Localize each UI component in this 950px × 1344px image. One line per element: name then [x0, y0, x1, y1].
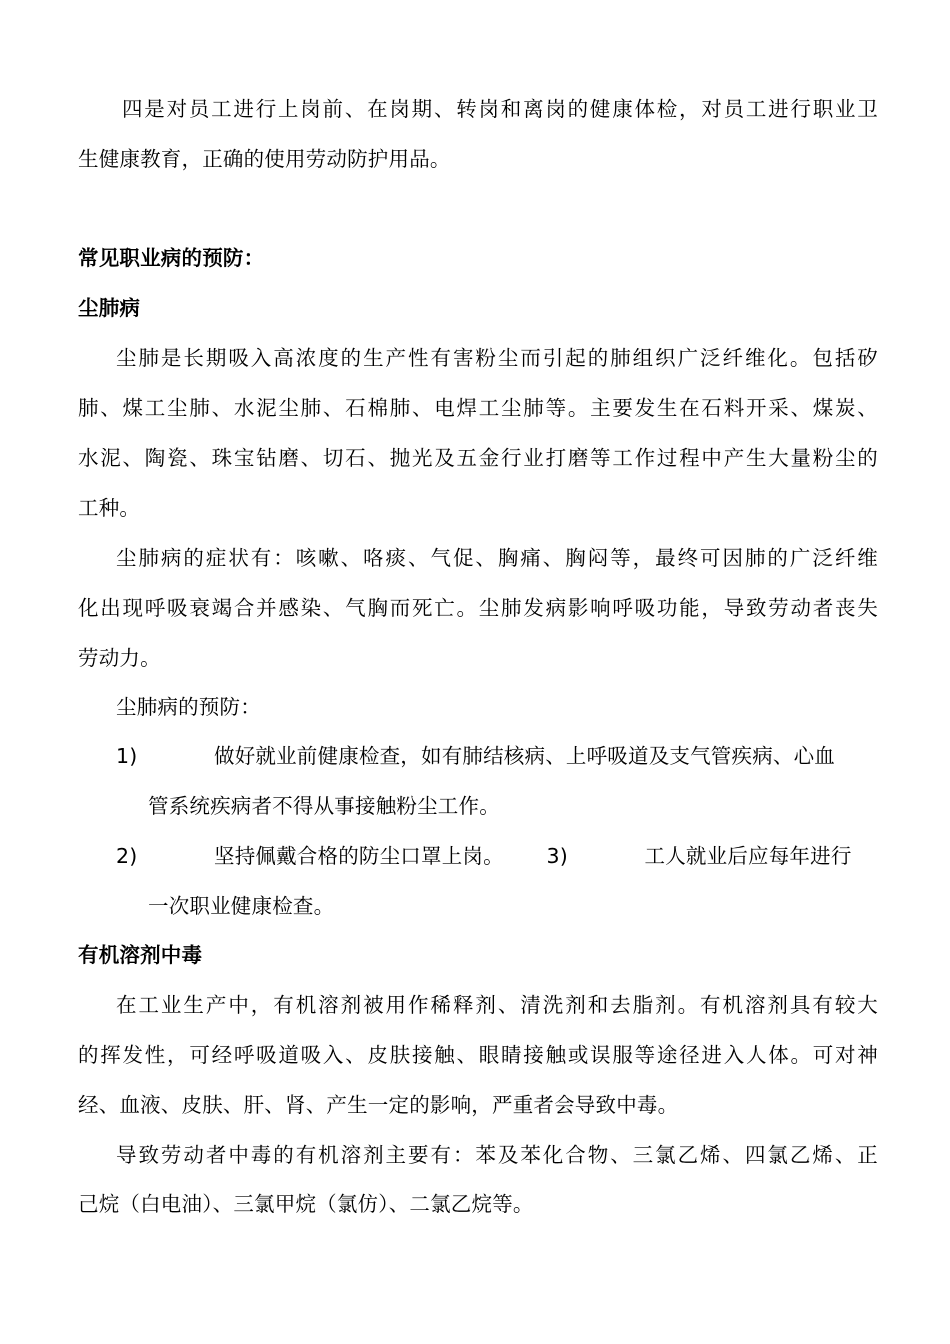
- list-number: 2): [116, 844, 138, 868]
- list-number: 1): [116, 744, 138, 768]
- paragraph-line: 化出现呼吸衰竭合并感染、气胸而死亡。尘肺发病影响呼吸功能，导致劳动者丧失: [78, 596, 878, 620]
- paragraph-line: 肺、煤工尘肺、水泥尘肺、石棉肺、电焊工尘肺等。主要发生在石料开采、煤炭、: [78, 396, 878, 420]
- paragraph-line: 己烷（白电油）、三氯甲烷（氯仿）、二氯乙烷等。: [78, 1192, 534, 1216]
- paragraph-line: 导致劳动者中毒的有机溶剂主要有：苯及苯化合物、三氯乙烯、四氯乙烯、正: [116, 1143, 878, 1167]
- list-item-text: 做好就业前健康检查，如有肺结核病、上呼吸道及支气管疾病、心血: [214, 744, 835, 768]
- paragraph-line: 尘肺是长期吸入高浓度的生产性有害粉尘而引起的肺组织广泛纤维化。包括矽: [116, 346, 878, 370]
- paragraph-line: 尘肺病的症状有：咳嗽、咯痰、气促、胸痛、胸闷等，最终可因肺的广泛纤维: [116, 546, 878, 570]
- paragraph-line: 水泥、陶瓷、珠宝钻磨、切石、抛光及五金行业打磨等工作过程中产生大量粉尘的: [78, 446, 878, 470]
- list-item: [116, 741, 878, 771]
- paragraph-line: 劳动力。: [78, 646, 161, 670]
- paragraph-line: 生健康教育，正确的使用劳动防护用品。: [78, 147, 451, 171]
- list-item-continuation: 管系统疾病者不得从事接触粉尘工作。: [148, 794, 500, 818]
- list-number: 3): [546, 844, 568, 868]
- paragraph-line: 四是对员工进行上岗前、在岗期、转岗和离岗的健康体检，对员工进行职业卫: [122, 97, 878, 121]
- paragraph-line: 工种。: [78, 496, 141, 520]
- section-heading: 有机溶剂中毒: [78, 943, 203, 967]
- list-item-text: 坚持佩戴合格的防尘口罩上岗。: [214, 844, 504, 868]
- paragraph-line: 经、血液、皮肤、肝、肾、产生一定的影响，严重者会导致中毒。: [78, 1093, 679, 1117]
- list-item: [116, 841, 878, 871]
- section-heading: 常见职业病的预防：: [78, 246, 265, 270]
- list-item-text: 工人就业后应每年进行: [644, 844, 852, 868]
- list-item-continuation: 一次职业健康检查。: [148, 894, 335, 918]
- paragraph-line: 在工业生产中，有机溶剂被用作稀释剂、清洗剂和去脂剂。有机溶剂具有较大: [116, 993, 878, 1017]
- section-heading: 尘肺病: [78, 296, 141, 320]
- paragraph-line: 尘肺病的预防：: [116, 695, 261, 719]
- paragraph-line: 的挥发性，可经呼吸道吸入、皮肤接触、眼睛接触或误服等途径进入人体。可对神: [78, 1043, 878, 1067]
